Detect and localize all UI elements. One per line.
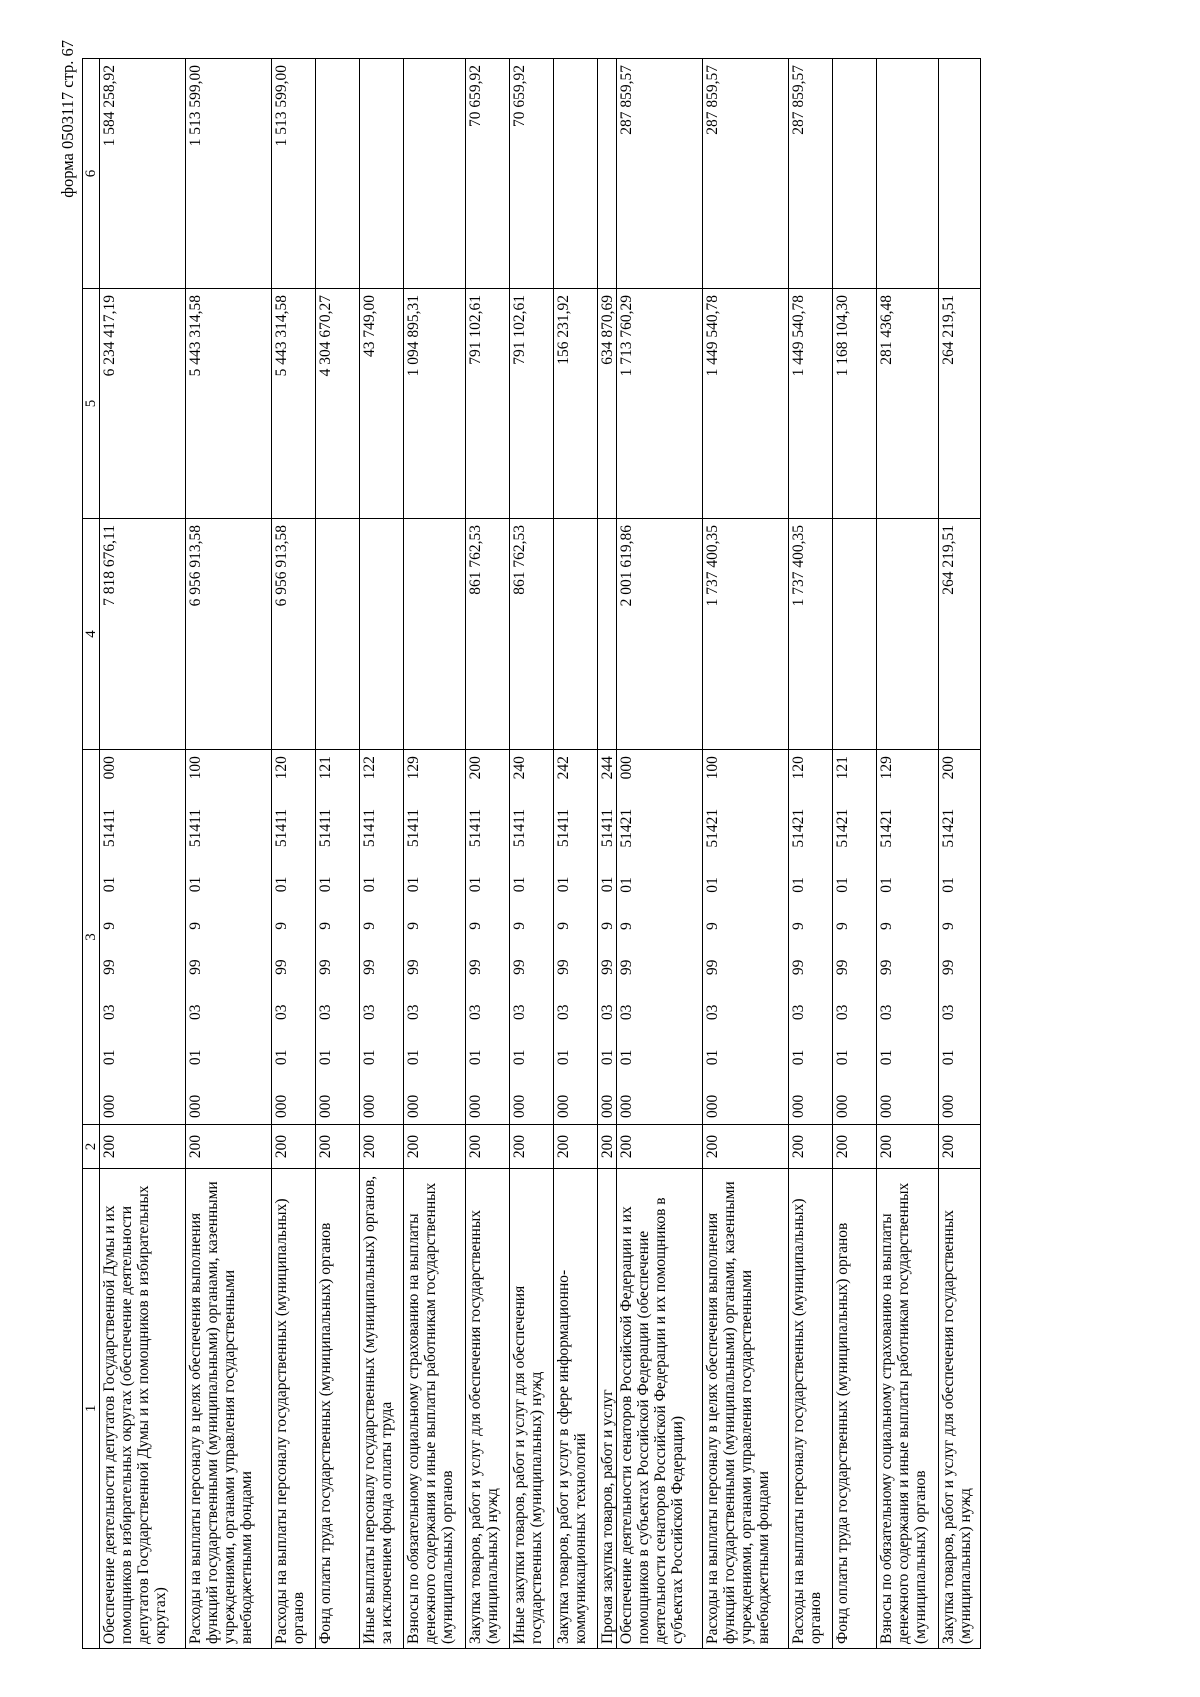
code-segment: 000 [101, 1094, 118, 1118]
amount-c5: 5 443 314,58 [186, 289, 272, 519]
table-row [598, 59, 617, 1649]
code-segment: 01 [467, 1049, 484, 1066]
code-segment: 000 [511, 1094, 528, 1118]
amount-c4: 6 956 913,58 [272, 519, 316, 750]
table-row [703, 59, 789, 1649]
code-segment: 51421 [940, 808, 957, 848]
code-segment: 01 [555, 876, 572, 893]
code-segment: 9 [599, 921, 616, 930]
budget-classification-code [617, 750, 703, 1125]
amount-c5: 791 102,61 [510, 289, 554, 519]
code-segment: 121 [834, 756, 851, 780]
form-reference: форма 0503117 стр. 67 [58, 40, 77, 198]
code-segment: 01 [511, 1049, 528, 1066]
code-segment: 01 [618, 1049, 635, 1066]
amount-c5: 281 436,48 [877, 289, 939, 519]
code-segment: 000 [599, 1094, 616, 1118]
column-header: 2 [83, 1125, 100, 1169]
code-segment: 01 [317, 1049, 334, 1066]
column-header: 6 [83, 59, 100, 289]
code-segment: 9 [834, 922, 851, 930]
amount-c4: 1 737 400,35 [703, 519, 789, 750]
row-description: Взносы по обязательному социальному страхованию на выплаты денежного содержания и иные выплаты работникам государственных (муниципальных) органов [877, 1169, 939, 1649]
line-code: 200 [510, 1125, 554, 1169]
code-segment: 51421 [834, 808, 851, 848]
code-segment: 01 [361, 876, 378, 893]
code-segment: 03 [511, 1004, 528, 1020]
line-code: 200 [617, 1125, 703, 1169]
code-segment: 000 [878, 1094, 895, 1118]
amount-c6 [316, 59, 360, 289]
row-description: Расходы на выплаты персоналу государственных (муниципальных) органов [789, 1169, 833, 1649]
code-segment: 99 [704, 959, 721, 976]
code-segment: 000 [618, 1094, 635, 1118]
row-description: Фонд оплаты труда государственных (муниципальных) органов [833, 1169, 877, 1649]
code-segment: 01 [361, 1049, 378, 1066]
code-segment: 51411 [273, 808, 290, 848]
amount-c4: 6 956 913,58 [186, 519, 272, 750]
budget-classification-code [404, 750, 466, 1125]
code-segment: 99 [940, 959, 957, 976]
code-segment: 51421 [618, 808, 635, 848]
amount-c4 [833, 519, 877, 750]
line-code: 200 [316, 1125, 360, 1169]
amount-c4: 7 818 676,11 [100, 519, 186, 750]
code-segment: 129 [405, 756, 422, 780]
amount-c5: 6 234 417,19 [100, 289, 186, 519]
amount-c5: 1 449 540,78 [703, 289, 789, 519]
row-description: Расходы на выплаты персоналу в целях обеспечения выполнения функций государственными (муниципальными) органами, казенными учреждениями, органами управления государственными внебюджетными фондами [186, 1169, 272, 1649]
line-code: 200 [272, 1125, 316, 1169]
code-segment: 01 [467, 876, 484, 893]
line-code: 200 [789, 1125, 833, 1169]
code-segment: 9 [940, 922, 957, 930]
line-code: 200 [186, 1125, 272, 1169]
amount-c4 [554, 519, 598, 750]
code-segment: 51411 [187, 808, 204, 848]
code-segment: 000 [940, 1094, 957, 1118]
amount-c4 [316, 519, 360, 750]
amount-c6: 1 513 599,00 [272, 59, 316, 289]
table-row [617, 59, 703, 1649]
amount-c4: 264 219,51 [939, 519, 981, 750]
code-segment: 03 [361, 1004, 378, 1020]
code-segment: 9 [618, 922, 635, 930]
code-segment: 01 [878, 877, 895, 893]
code-segment: 100 [704, 756, 721, 780]
column-header: 1 [83, 1169, 100, 1649]
code-segment: 9 [317, 921, 334, 930]
amount-c6: 287 859,57 [617, 59, 703, 289]
code-segment: 242 [555, 756, 572, 780]
code-segment: 03 [273, 1004, 290, 1020]
amount-c4 [598, 519, 617, 750]
amount-c6 [598, 59, 617, 289]
amount-c5: 634 870,69 [598, 289, 617, 519]
code-segment: 122 [361, 756, 378, 780]
row-description: Фонд оплаты труда государственных (муниципальных) органов [316, 1169, 360, 1649]
code-segment: 9 [790, 922, 807, 930]
row-description: Обеспечение деятельности сенаторов Российской Федерации и их помощников в субъектах Российской Федерации (обеспечение деятельности сенаторов Российской Федерации и их помощников в субъектах Российской Федерации) [617, 1169, 703, 1649]
budget-classification-code [466, 750, 510, 1125]
code-segment: 99 [405, 959, 422, 975]
row-description: Взносы по обязательному социальному страхованию на выплаты денежного содержания и иные выплаты работникам государственных (муниципальных) органов [404, 1169, 466, 1649]
code-segment: 99 [618, 959, 635, 976]
table-row [789, 59, 833, 1649]
column-header: 3 [83, 750, 100, 1125]
amount-c4 [360, 519, 404, 750]
code-segment: 01 [405, 1049, 422, 1066]
row-description: Иные выплаты персоналу государственных (муниципальных) органов, за исключением фонда оплаты труда [360, 1169, 404, 1649]
budget-classification-code [703, 750, 789, 1125]
table-row [939, 59, 981, 1649]
table-row [404, 59, 466, 1649]
code-segment: 129 [878, 756, 895, 780]
amount-c6 [554, 59, 598, 289]
amount-c6: 70 659,92 [510, 59, 554, 289]
row-description: Расходы на выплаты персоналу в целях обеспечения выполнения функций государственными (муниципальными) органами, казенными учреждениями, органами управления государственными внебюджетными фондами [703, 1169, 789, 1649]
column-header: 5 [83, 289, 100, 519]
code-segment: 120 [790, 756, 807, 780]
code-segment: 51411 [405, 808, 422, 848]
amount-c5: 156 231,92 [554, 289, 598, 519]
line-code: 200 [100, 1125, 186, 1169]
line-code: 200 [703, 1125, 789, 1169]
amount-c5: 43 749,00 [360, 289, 404, 519]
code-segment: 99 [599, 959, 616, 975]
amount-c5: 264 219,51 [939, 289, 981, 519]
line-code: 200 [598, 1125, 617, 1169]
budget-classification-code [877, 750, 939, 1125]
amount-c5: 1 094 895,31 [404, 289, 466, 519]
code-segment: 99 [361, 959, 378, 975]
code-segment: 99 [878, 959, 895, 976]
code-segment: 03 [467, 1004, 484, 1020]
code-segment: 9 [467, 921, 484, 930]
table-row [554, 59, 598, 1649]
code-segment: 03 [187, 1004, 204, 1020]
code-segment: 000 [273, 1094, 290, 1118]
code-segment: 03 [555, 1004, 572, 1020]
code-segment: 000 [317, 1094, 334, 1118]
code-segment: 03 [599, 1004, 616, 1020]
row-description: Закупка товаров, работ и услуг в сфере информационно-коммуникационных технологий [554, 1169, 598, 1649]
code-segment: 51411 [317, 808, 334, 848]
code-segment: 03 [101, 1004, 118, 1020]
code-segment: 000 [790, 1094, 807, 1118]
code-segment: 01 [187, 876, 204, 893]
amount-c5: 791 102,61 [466, 289, 510, 519]
table-row [877, 59, 939, 1649]
code-segment: 000 [555, 1094, 572, 1118]
code-segment: 9 [101, 921, 118, 930]
code-segment: 01 [834, 1049, 851, 1066]
row-description: Обеспечение деятельности депутатов Государственной Думы и их помощников в избирательных округах (обеспечение деятельности депутатов Государственной Думы и их помощников в избирательных округах) [100, 1169, 186, 1649]
column-header: 4 [83, 519, 100, 750]
code-segment: 000 [101, 756, 118, 780]
code-segment: 99 [273, 959, 290, 975]
code-segment: 01 [511, 876, 528, 893]
code-segment: 01 [599, 1049, 616, 1066]
code-segment: 99 [834, 959, 851, 976]
code-segment: 9 [361, 921, 378, 930]
code-segment: 01 [618, 877, 635, 893]
code-segment: 01 [273, 1049, 290, 1066]
table-row [186, 59, 272, 1649]
budget-classification-code [789, 750, 833, 1125]
code-segment: 51421 [704, 808, 721, 848]
amount-c6: 1 513 599,00 [186, 59, 272, 289]
code-segment: 51411 [467, 808, 484, 848]
amount-c4: 2 001 619,86 [617, 519, 703, 750]
amount-c6: 287 859,57 [789, 59, 833, 289]
code-segment: 01 [599, 876, 616, 893]
amount-c6 [833, 59, 877, 289]
row-description: Иные закупки товаров, работ и услуг для обеспечения государственных (муниципальных) нужд [510, 1169, 554, 1649]
code-segment: 01 [555, 1049, 572, 1066]
budget-classification-code [554, 750, 598, 1125]
amount-c6: 1 584 258,92 [100, 59, 186, 289]
code-segment: 51411 [599, 808, 616, 848]
table-row [272, 59, 316, 1649]
code-segment: 200 [467, 756, 484, 780]
line-code: 200 [833, 1125, 877, 1169]
code-segment: 9 [511, 921, 528, 930]
code-segment: 01 [790, 877, 807, 893]
code-segment: 03 [834, 1004, 851, 1021]
code-segment: 51411 [555, 808, 572, 848]
amount-c4: 1 737 400,35 [789, 519, 833, 750]
code-segment: 000 [405, 1094, 422, 1118]
code-segment: 000 [187, 1094, 204, 1118]
code-segment: 01 [273, 876, 290, 893]
code-segment: 51411 [101, 808, 118, 848]
code-segment: 99 [317, 959, 334, 975]
code-segment: 121 [317, 756, 334, 780]
code-segment: 03 [790, 1004, 807, 1021]
row-description: Расходы на выплаты персоналу государственных (муниципальных) органов [272, 1169, 316, 1649]
code-segment: 100 [187, 756, 204, 780]
budget-classification-code [510, 750, 554, 1125]
code-segment: 51411 [361, 808, 378, 848]
code-segment: 99 [511, 959, 528, 975]
code-segment: 9 [878, 922, 895, 930]
budget-classification-code [100, 750, 186, 1125]
code-segment: 99 [187, 959, 204, 975]
code-segment: 01 [834, 877, 851, 893]
code-segment: 51421 [878, 808, 895, 848]
code-segment: 01 [704, 877, 721, 893]
code-segment: 240 [511, 756, 528, 780]
row-description: Прочая закупка товаров, работ и услуг [598, 1169, 617, 1649]
code-segment: 9 [704, 922, 721, 930]
code-segment: 03 [405, 1004, 422, 1020]
table-row [510, 59, 554, 1649]
code-segment: 01 [940, 877, 957, 893]
line-code: 200 [466, 1125, 510, 1169]
code-segment: 03 [317, 1004, 334, 1020]
code-segment: 03 [940, 1004, 957, 1021]
budget-classification-code [939, 750, 981, 1125]
budget-classification-code [598, 750, 617, 1125]
code-segment: 120 [273, 756, 290, 780]
code-segment: 99 [467, 959, 484, 975]
amount-c5: 1 449 540,78 [789, 289, 833, 519]
code-segment: 000 [834, 1094, 851, 1118]
line-code: 200 [554, 1125, 598, 1169]
code-segment: 51421 [790, 808, 807, 848]
code-segment: 01 [790, 1049, 807, 1066]
code-segment: 99 [555, 959, 572, 975]
budget-classification-code [316, 750, 360, 1125]
budget-classification-code [833, 750, 877, 1125]
line-code: 200 [877, 1125, 939, 1169]
code-segment: 01 [405, 876, 422, 893]
code-segment: 01 [187, 1049, 204, 1066]
budget-classification-code [272, 750, 316, 1125]
amount-c4 [404, 519, 466, 750]
line-code: 200 [939, 1125, 981, 1169]
code-segment: 51411 [511, 808, 528, 848]
code-segment: 9 [187, 921, 204, 930]
amount-c6 [360, 59, 404, 289]
table-row [360, 59, 404, 1649]
budget-table [82, 58, 981, 1649]
amount-c5: 5 443 314,58 [272, 289, 316, 519]
code-segment: 000 [361, 1094, 378, 1118]
amount-c6 [404, 59, 466, 289]
table-row [100, 59, 186, 1649]
code-segment: 9 [405, 921, 422, 930]
code-segment: 244 [599, 756, 616, 780]
table-row [466, 59, 510, 1649]
row-description: Закупка товаров, работ и услуг для обеспечения государственных (муниципальных) нужд [939, 1169, 981, 1649]
code-segment: 9 [555, 921, 572, 930]
amount-c6: 70 659,92 [466, 59, 510, 289]
amount-c5: 1 713 760,29 [617, 289, 703, 519]
amount-c4: 861 762,53 [466, 519, 510, 750]
code-segment: 03 [878, 1004, 895, 1021]
table-row [316, 59, 360, 1649]
amount-c5: 4 304 670,27 [316, 289, 360, 519]
code-segment: 01 [317, 876, 334, 893]
code-segment: 01 [101, 1049, 118, 1066]
line-code: 200 [360, 1125, 404, 1169]
budget-classification-code [360, 750, 404, 1125]
amount-c6 [939, 59, 981, 289]
amount-c6: 287 859,57 [703, 59, 789, 289]
header-row [83, 59, 100, 1649]
amount-c4: 861 762,53 [510, 519, 554, 750]
code-segment: 9 [273, 921, 290, 930]
code-segment: 01 [940, 1049, 957, 1066]
code-segment: 000 [467, 1094, 484, 1118]
line-code: 200 [404, 1125, 466, 1169]
code-segment: 000 [704, 1094, 721, 1118]
amount-c4 [877, 519, 939, 750]
code-segment: 01 [878, 1049, 895, 1066]
code-segment: 99 [101, 959, 118, 975]
row-description: Закупка товаров, работ и услуг для обеспечения государственных (муниципальных) нужд [466, 1169, 510, 1649]
code-segment: 200 [940, 756, 957, 780]
amount-c5: 1 168 104,30 [833, 289, 877, 519]
amount-c6 [877, 59, 939, 289]
code-segment: 03 [704, 1004, 721, 1021]
code-segment: 000 [618, 756, 635, 780]
code-segment: 01 [101, 876, 118, 893]
code-segment: 03 [618, 1004, 635, 1021]
table-row [833, 59, 877, 1649]
code-segment: 01 [704, 1049, 721, 1066]
code-segment: 99 [790, 959, 807, 976]
budget-classification-code [186, 750, 272, 1125]
